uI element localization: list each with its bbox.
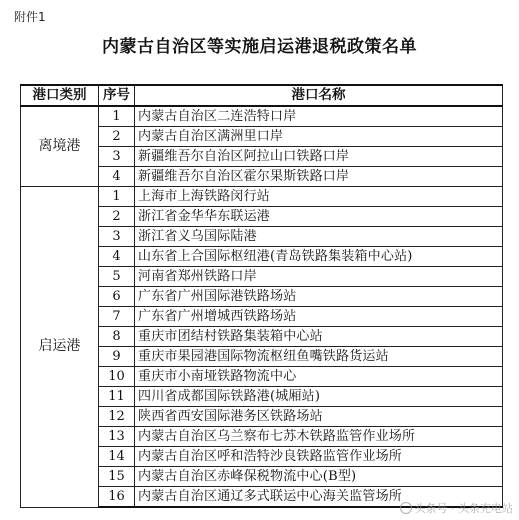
serial-no-cell: 12: [99, 407, 135, 427]
port-name-cell: 内蒙古自治区乌兰察布七苏木铁路监管作业场所: [135, 427, 503, 447]
port-name-cell: 内蒙古自治区呼和浩特沙良铁路监管作业场所: [135, 447, 503, 467]
table-row: [21, 187, 503, 207]
port-list-table: [20, 84, 503, 508]
serial-no-cell: 13: [99, 427, 135, 447]
port-name-cell: 新疆维吾尔自治区阿拉山口铁路口岸: [135, 147, 503, 167]
serial-no-cell: 2: [99, 127, 135, 147]
header-port-name: 港口名称: [135, 85, 503, 106]
serial-no-cell: 11: [99, 387, 135, 407]
port-name-cell: 内蒙古自治区二连浩特口岸: [135, 106, 503, 127]
table-body: [21, 106, 503, 507]
port-name-cell: 浙江省义乌国际陆港: [135, 227, 503, 247]
serial-no-cell: 3: [99, 227, 135, 247]
port-name-cell: 新疆维吾尔自治区霍尔果斯铁路口岸: [135, 167, 503, 187]
port-name-cell: 四川省成都国际铁路港(城厢站): [135, 387, 503, 407]
serial-no-cell: 7: [99, 307, 135, 327]
port-type-cell: 离境港: [21, 106, 99, 187]
port-name-cell: 河南省郑州铁路口岸: [135, 267, 503, 287]
port-name-cell: 陕西省西安国际港务区铁路场站: [135, 407, 503, 427]
serial-no-cell: 5: [99, 267, 135, 287]
port-name-cell: 内蒙古自治区满洲里口岸: [135, 127, 503, 147]
attachment-label: 附件1: [14, 10, 46, 24]
serial-no-cell: 4: [99, 247, 135, 267]
serial-no-cell: 15: [99, 467, 135, 487]
port-name-cell: 内蒙古自治区赤峰保税物流中心(B型): [135, 467, 503, 487]
serial-no-cell: 14: [99, 447, 135, 467]
port-name-cell: 广东省广州国际港铁路场站: [135, 287, 503, 307]
port-name-cell: 上海市上海铁路闵行站: [135, 187, 503, 207]
port-name-cell: 山东省上合国际枢纽港(青岛铁路集装箱中心站): [135, 247, 503, 267]
watermark: [400, 500, 514, 516]
serial-no-cell: 1: [99, 106, 135, 127]
watermark-logo-icon: [400, 502, 412, 514]
serial-no-cell: 10: [99, 367, 135, 387]
port-name-cell: 重庆市果园港国际物流枢纽鱼嘴铁路货运站: [135, 347, 503, 367]
serial-no-cell: 6: [99, 287, 135, 307]
port-name-cell: 浙江省金华华东联运港: [135, 207, 503, 227]
document-title: 内蒙古自治区等实施启运港退税政策名单: [102, 37, 417, 57]
serial-no-cell: 8: [99, 327, 135, 347]
port-name-cell: 重庆市团结村铁路集装箱中心站: [135, 327, 503, 347]
table-row: [21, 106, 503, 127]
header-serial-no: 序号: [99, 85, 135, 106]
table-header-row: [21, 85, 503, 106]
header-port-type: 港口类别: [21, 85, 99, 106]
port-name-cell: 广东省广州增城西铁路场站: [135, 307, 503, 327]
port-name-cell: 重庆市小南垭铁路物流中心: [135, 367, 503, 387]
serial-no-cell: 9: [99, 347, 135, 367]
port-type-cell: 启运港: [21, 187, 99, 508]
serial-no-cell: 2: [99, 207, 135, 227]
watermark-text: 头条号 · 头条充电站: [414, 502, 513, 515]
serial-no-cell: 16: [99, 487, 135, 508]
serial-no-cell: 3: [99, 147, 135, 167]
serial-no-cell: 1: [99, 187, 135, 207]
serial-no-cell: 4: [99, 167, 135, 187]
port-name-cell: 内蒙古自治区通辽多式联运中心海关监管场所: [135, 487, 503, 508]
